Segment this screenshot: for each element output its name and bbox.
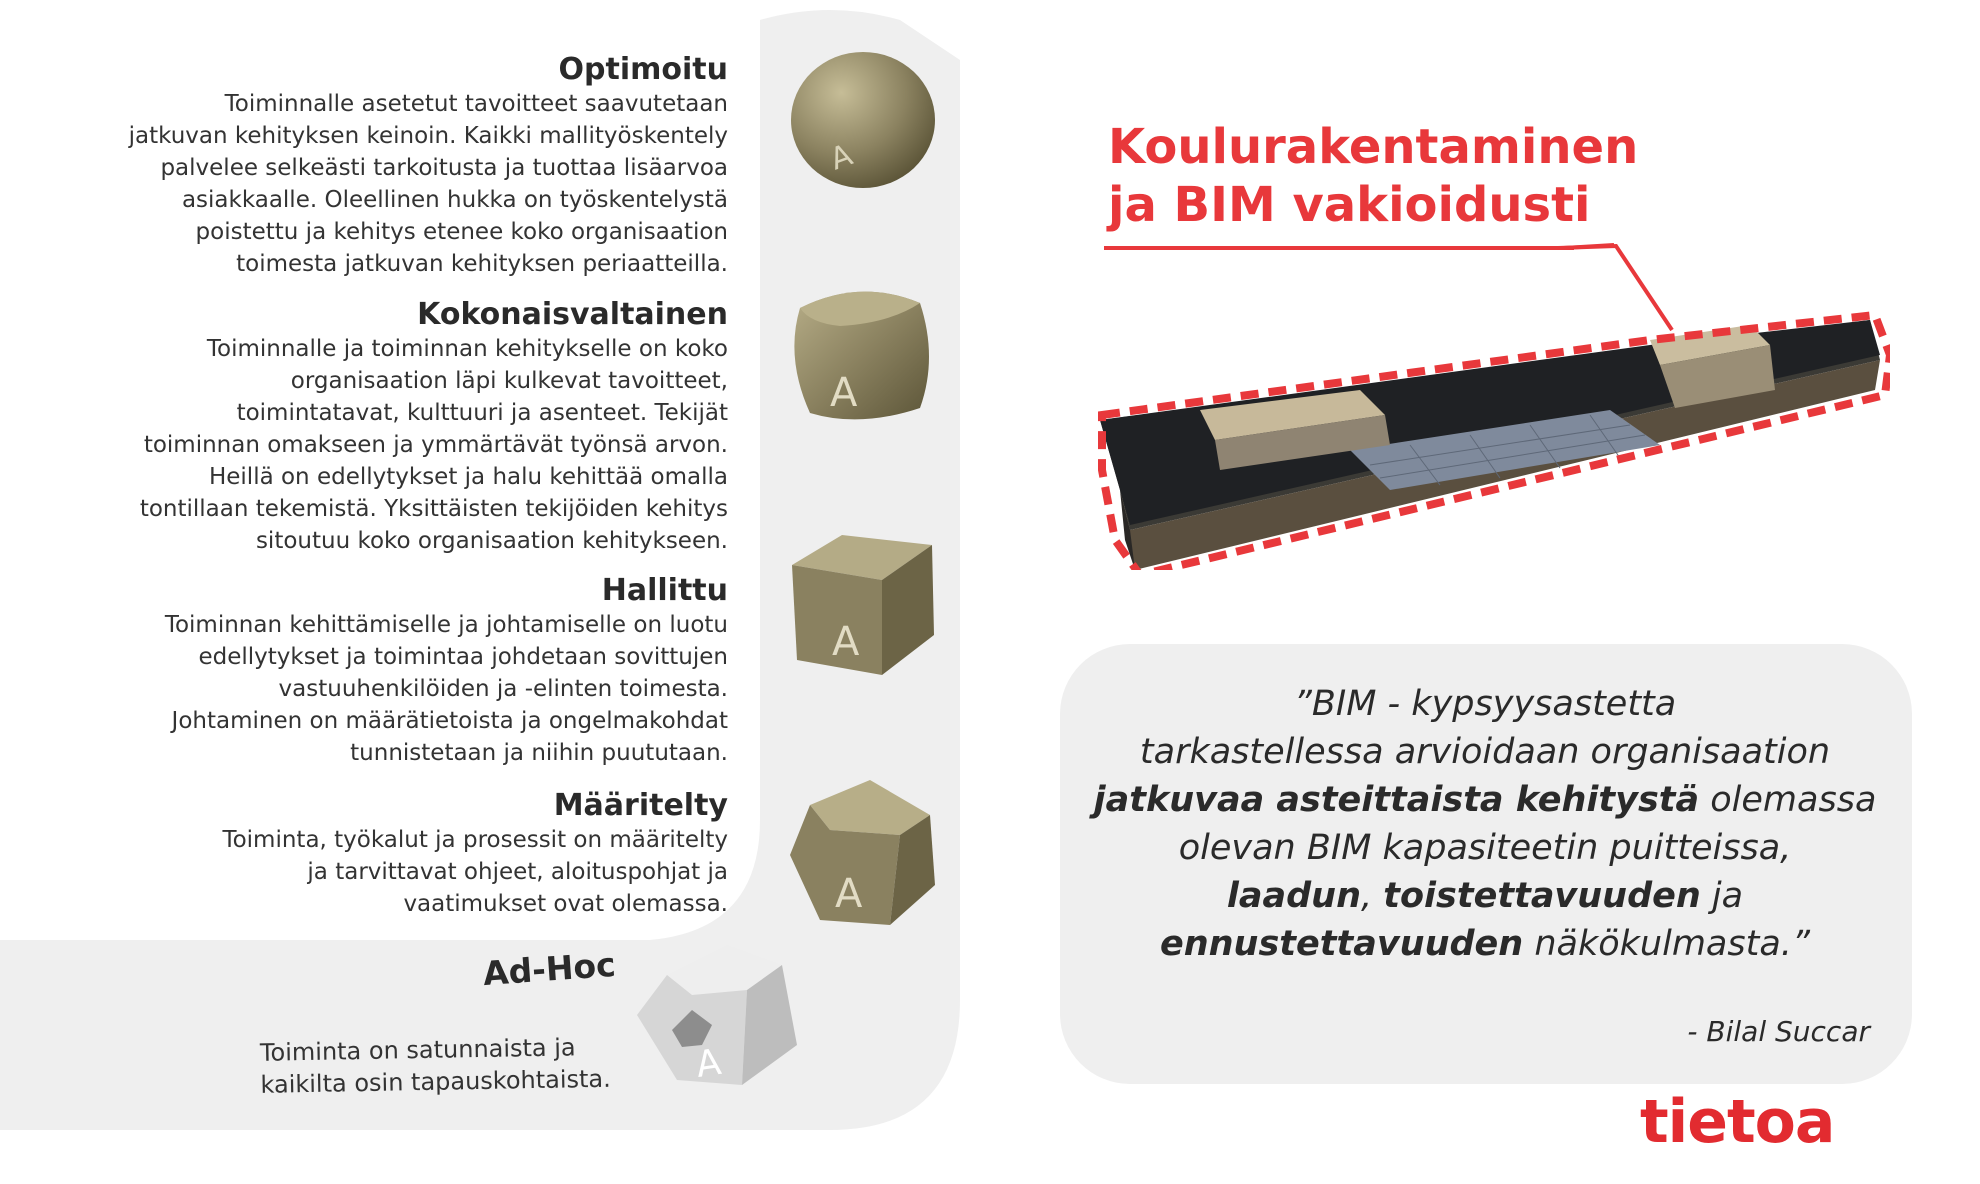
level-description-line: tunnistetaan ja niihin puututaan. xyxy=(350,740,728,766)
level-description-line: toiminnan omakseen ja ymmärtävät työnsä arvon. xyxy=(143,432,728,458)
quote-emphasis: laadun xyxy=(1226,876,1362,916)
rough-stone-icon xyxy=(632,935,807,1095)
tietoa-logo: tietoa xyxy=(1640,1087,1835,1157)
level-description-line: Toiminnalle asetetut tavoitteet saavutetaan xyxy=(224,91,728,117)
cube-stone-icon xyxy=(782,525,942,685)
quote-emphasis: ennustettavuuden xyxy=(1159,924,1524,964)
quote-emphasis: jatkuvaa asteittaista kehitystä xyxy=(1093,780,1700,820)
level-description-line: vastuuhenkilöiden ja -elinten toimesta. xyxy=(278,676,728,702)
headline-line: Koulurakentaminen xyxy=(1108,119,1639,175)
quote-text: ”BIM - kypsyysastetta xyxy=(1293,684,1677,724)
level-title: Kokonaisvaltainen xyxy=(417,297,728,332)
level-maaritelty xyxy=(222,788,728,920)
level-description-line: edellytykset ja toimintaa johdetaan sovittujen xyxy=(198,644,728,670)
level-description-line: kaikilta osin tapauskohtaista. xyxy=(260,1064,611,1099)
level-description-line: ja tarvittavat ohjeet, aloituspohjat ja xyxy=(307,859,728,885)
svg-text:A: A xyxy=(835,871,863,917)
level-hallittu xyxy=(165,573,728,769)
headline xyxy=(1108,118,1668,234)
svg-text:A: A xyxy=(825,137,858,178)
level-title: Ad-Hoc xyxy=(481,944,617,994)
svg-text:A: A xyxy=(832,619,860,665)
level-adhoc xyxy=(255,942,663,1101)
level-description-line: vaatimukset ovat olemassa. xyxy=(403,891,728,917)
svg-text:A: A xyxy=(693,1041,724,1086)
level-optimoitu xyxy=(129,52,728,280)
headline-line: ja BIM vakioidusti xyxy=(1108,177,1591,233)
level-description-line: jatkuvan kehityksen keinoin. Kaikki mallityöskentely xyxy=(128,123,728,149)
level-kokonaisvaltainen xyxy=(140,297,728,557)
level-description-line: Toiminta on satunnaista ja xyxy=(259,1033,576,1067)
level-description-line: sitoutuu koko organisaation kehitykseen. xyxy=(255,528,728,554)
level-description xyxy=(260,1030,661,1101)
level-description-line: Toiminta, työkalut ja prosessit on määritelty xyxy=(222,827,728,853)
rounded-cube-stone-icon xyxy=(780,278,940,428)
quote xyxy=(1080,680,1890,968)
faceted-stone-icon xyxy=(780,775,940,935)
school-building-image xyxy=(1090,240,1890,570)
level-description-line: Toiminnalle ja toiminnan kehitykselle on koko xyxy=(206,336,728,362)
svg-text:A: A xyxy=(830,370,858,416)
level-description-line: palvelee selkeästi tarkoitusta ja tuottaa lisäarvoa xyxy=(160,155,728,181)
level-description-line: Heillä on edellytykset ja halu kehittää omalla xyxy=(208,464,728,490)
level-description-line: toimintatavat, kulttuuri ja asenteet. Tekijät xyxy=(236,400,728,426)
level-description-line: organisaation läpi kulkevat tavoitteet, xyxy=(290,368,728,394)
quote-text: olevan BIM kapasiteetin puitteissa, xyxy=(1178,828,1792,868)
quote-text: ja xyxy=(1700,876,1744,916)
quote-text: tarkastellessa arvioidaan organisaation xyxy=(1139,732,1831,772)
level-description-line: Toiminnan kehittämiselle ja johtamiselle on luotu xyxy=(164,612,728,638)
quote-text: olemassa xyxy=(1699,780,1877,820)
sphere-stone-icon xyxy=(775,50,945,190)
quote-text: näkökulmasta.” xyxy=(1523,924,1811,964)
level-title: Optimoitu xyxy=(558,52,728,87)
quote-author: - Bilal Succar xyxy=(1687,1015,1870,1048)
level-description-line: Johtaminen on määrätietoista ja ongelmakohdat xyxy=(171,708,728,734)
level-description-line: poistettu ja kehitys etenee koko organisaation xyxy=(195,219,728,245)
quote-text: , xyxy=(1361,876,1384,916)
level-description-line: tontillaan tekemistä. Yksittäisten tekijöiden kehitys xyxy=(139,496,728,522)
level-title: Hallittu xyxy=(601,573,728,608)
level-description-line: toimesta jatkuvan kehityksen periaatteilla. xyxy=(236,251,728,277)
level-title: Määritelty xyxy=(553,788,728,823)
quote-emphasis: toistettavuuden xyxy=(1383,876,1701,916)
level-description-line: asiakkaalle. Oleellinen hukka on työskentelystä xyxy=(181,187,728,213)
